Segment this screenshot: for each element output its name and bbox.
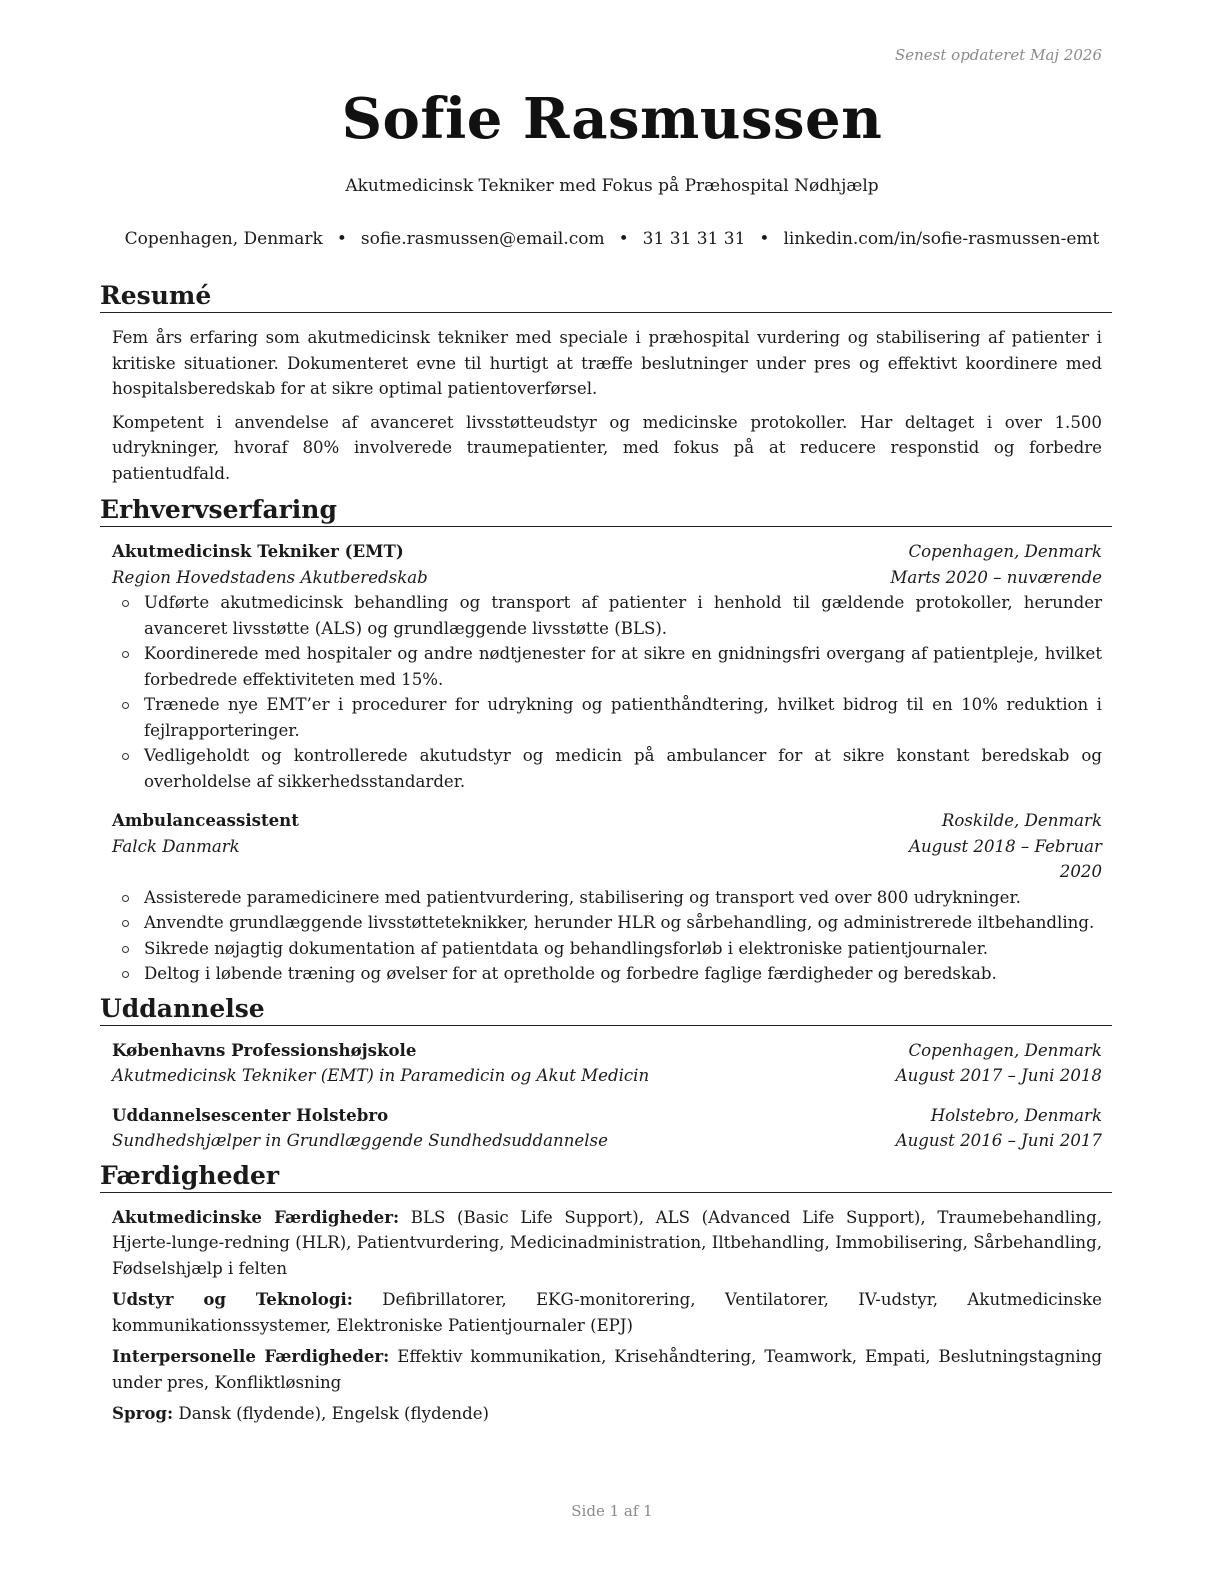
job-org: Region Hovedstadens Akutberedskab: [112, 567, 428, 587]
school-degree: Akutmedicinsk Tekniker (EMT) in Paramedicin og Akut Medicin: [112, 1066, 650, 1085]
list-item: Udførte akutmedicinsk behandling og transport af patienter i henhold til gældende protokoller, herunder avanceret livsstøtte (ALS) og grundlæggende livsstøtte (BLS).: [144, 590, 1102, 641]
list-item: Anvendte grundlæggende livsstøtteteknikker, herunder HLR og sårbehandling, og administrerede iltbehandling.: [144, 910, 1102, 936]
job-dates: Marts 2020 – nuværende: [890, 567, 1102, 587]
contact-separator: •: [618, 229, 629, 249]
job-bullets: [112, 590, 1102, 794]
job-dates: August 2018 – Februar 2020: [908, 836, 1102, 881]
school-dates: August 2016 – Juni 2017: [895, 1131, 1102, 1150]
skill-label: Akutmedicinske Færdigheder:: [112, 1206, 400, 1227]
school-location: Copenhagen, Denmark: [908, 1040, 1102, 1060]
list-item: Vedligeholdt og kontrollerede akutudstyr og medicin på ambulancer for at sikre konstant beredskab og overholdelse af sikkerhedsstandarder.: [144, 743, 1102, 794]
job-bullets: [112, 885, 1102, 987]
section-title-summary: Resumé: [100, 280, 1112, 313]
section-title-education: Uddannelse: [100, 993, 1112, 1026]
school-location: Holstebro, Denmark: [930, 1105, 1102, 1125]
contact-separator: •: [336, 229, 347, 249]
tagline: Akutmedicinsk Tekniker med Fokus på Præhospital Nødhjælp: [345, 176, 879, 196]
skill-label: Udstyr og Teknologi:: [112, 1289, 353, 1309]
page-footer: Side 1 af 1: [571, 1502, 653, 1520]
contact-email[interactable]: sofie.rasmussen@email.com: [360, 229, 605, 249]
contact-location: Copenhagen, Denmark: [124, 229, 323, 249]
school-name: Uddannelsescenter Holstebro: [112, 1104, 389, 1125]
skill-group: [112, 1205, 1102, 1282]
skill-text: Dansk (flydende), Engelsk (flydende): [178, 1404, 490, 1423]
education-entry: [112, 1038, 1102, 1089]
list-item: Koordinerede med hospitaler og andre nødtjenester for at sikre en gnidningsfri overgang af patientpleje, hvilket forbedrede effektiviteten med 15%.: [144, 641, 1102, 692]
last-updated: Senest opdateret Maj 2026: [894, 46, 1102, 64]
list-item: Assisterede paramedicinere med patientvurdering, stabilisering og transport ved over 800 udrykninger.: [144, 885, 1102, 911]
job-location: Copenhagen, Denmark: [908, 542, 1102, 561]
skill-text: BLS (Basic Life Support), ALS (Advanced Life Support), Traumebehandling, Hjerte-lunge-redning (HLR), Patientvurdering, Medicinadministration, Iltbehandling, Immobilisering, Sårbehandling, Fødselshjælp i felten: [112, 1207, 1102, 1278]
job-location: Roskilde, Denmark: [941, 811, 1102, 830]
contact-line: [0, 229, 1224, 249]
contact-phone: 31 31 31 31: [642, 229, 746, 249]
job-org: Falck Danmark: [112, 836, 240, 856]
job-role: Ambulanceassistent: [112, 810, 299, 830]
skill-group: [112, 1401, 1102, 1427]
school-name: Københavns Professionshøjskole: [112, 1039, 417, 1060]
education-entry: [112, 1103, 1102, 1154]
summary-paragraph: Kompetent i anvendelse af avanceret livsstøtteudstyr og medicinske protokoller. Har deltaget i over 1.500 udrykninger, hvoraf 80% involverede traumepatienter, med fokus på at reducere responstid og forbedre patientudfald.: [112, 412, 1102, 483]
candidate-name: Sofie Rasmussen: [341, 86, 883, 152]
section-title-skills: Færdigheder: [100, 1160, 1112, 1193]
skill-text: Effektiv kommunikation, Krisehåndtering, Teamwork, Empati, Beslutningstagning under pres, Konfliktløsning: [112, 1347, 1103, 1392]
list-item: Trænede nye EMT’er i procedurer for udrykning og patienthåndtering, hvilket bidrog til en 10% reduktion i fejlrapporteringer.: [144, 692, 1102, 743]
summary-paragraph: Fem års erfaring som akutmedicinsk tekniker med speciale i præhospital vurdering og stabilisering af patienter i kritiske situationer. Dokumenteret evne til hurtigt at træffe beslutninger under pres og effektivt koordinere med hospitalsberedskab for at sikre optimal patientoverførsel.: [112, 328, 1102, 398]
list-item: Deltog i løbende træning og øvelser for at opretholde og forbedre faglige færdigheder og beredskab.: [144, 961, 1102, 987]
list-item: Sikrede nøjagtig dokumentation af patientdata og behandlingsforløb i elektroniske patientjournaler.: [144, 936, 1102, 962]
summary-section: [100, 280, 1112, 486]
resume-body: [100, 280, 1112, 1433]
skill-group: [112, 1344, 1102, 1395]
contact-separator: •: [759, 229, 770, 249]
job-role: Akutmedicinsk Tekniker (EMT): [112, 541, 404, 561]
education-section: [100, 993, 1112, 1154]
skill-label: Interpersonelle Færdigheder:: [112, 1346, 390, 1366]
job-entry: [112, 808, 1102, 987]
job-entry: [112, 539, 1102, 794]
skills-section: [100, 1160, 1112, 1427]
school-dates: August 2017 – Juni 2018: [895, 1066, 1102, 1085]
skill-label: Sprog:: [112, 1403, 174, 1423]
skill-text: Defibrillatorer, EKG-monitorering, Ventilatorer, IV-udstyr, Akutmedicinske kommunikationssystemer, Elektroniske Patientjournaler (EPJ): [112, 1290, 1102, 1335]
section-title-experience: Erhvervserfaring: [100, 494, 1112, 527]
experience-section: [100, 494, 1112, 987]
contact-linkedin[interactable]: linkedin.com/in/sofie-rasmussen-emt: [783, 229, 1100, 249]
school-degree: Sundhedshjælper in Grundlæggende Sundhedsuddannelse: [112, 1131, 608, 1150]
skill-group: [112, 1287, 1102, 1338]
